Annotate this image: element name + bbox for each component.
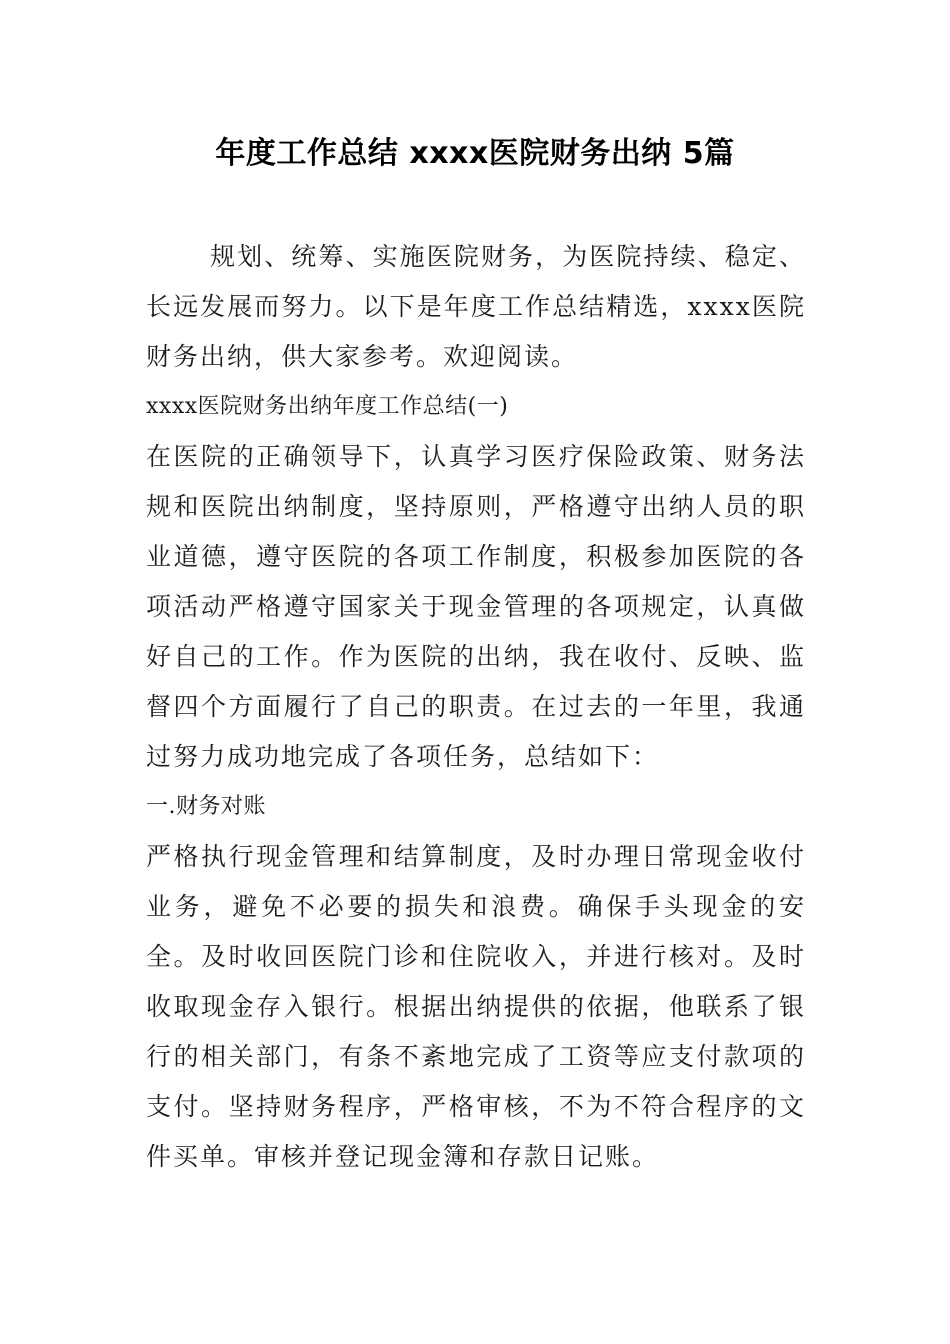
body-paragraph: 严格执行现金管理和结算制度，及时办理日常现金收付业务，避免不必要的损失和浪费。确保手头现金的安全。及时收回医院门诊和住院收入，并进行核对。及时收取现金存入银行。根据出纳提供的依据，他联系了银行的相关部门，有条不紊地完成了工资等应支付款项的支付。坚持财务程序，严格审核，不为不符合程序的文件买单。审核并登记现金簿和存款日记账。 [146, 842, 806, 1171]
intro-paragraph: 规划、统筹、实施医院财务，为医院持续、稳定、长远发展而努力。以下是年度工作总结精选，xxxx医院财务出纳，供大家参考。欢迎阅读。 [146, 242, 806, 371]
section-title: xxxx医院财务出纳年度工作总结(一) [146, 394, 509, 419]
subheading: 一.财务对账 [146, 794, 266, 819]
document-title: 年度工作总结 xxxx医院财务出纳 5篇 [215, 136, 735, 171]
body-paragraph: 在医院的正确领导下，认真学习医疗保险政策、财务法规和医院出纳制度，坚持原则，严格遵守出纳人员的职业道德，遵守医院的各项工作制度，积极参加医院的各项活动严格遵守国家关于现金管理的各项规定，认真做好自己的工作。作为医院的出纳，我在收付、反映、监督四个方面履行了自己的职责。在过去的一年里，我通过努力成功地完成了各项任务，总结如下： [146, 442, 806, 771]
document-body [146, 232, 806, 1182]
